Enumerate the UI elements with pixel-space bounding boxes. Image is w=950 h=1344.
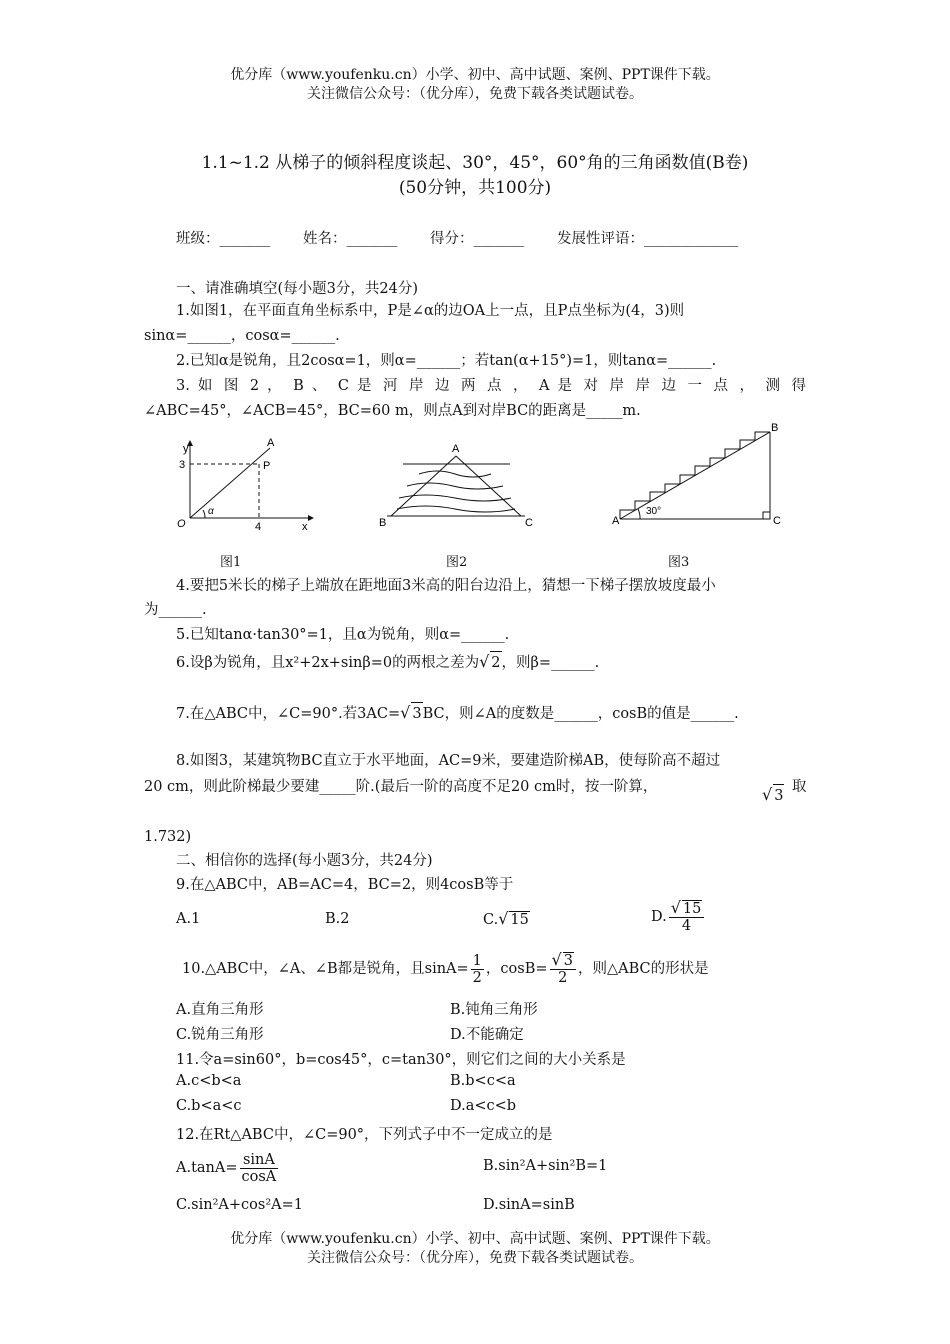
fig2-a-label: A — [452, 443, 460, 455]
q11-option-d: D.a<c<b — [450, 1098, 517, 1114]
fig1-tick-4: 4 — [255, 521, 262, 531]
q11: 11.令a=sin60°，b=cos45°，c=tan30°，则它们之间的大小关系是 — [176, 1052, 626, 1068]
q1-line2: sinα=______，cosα=______. — [144, 328, 340, 344]
q2: 2.已知α是锐角，且2cosα=1，则α=______；若tan(α+15°)=1，则tanα=______. — [176, 353, 717, 369]
q11-option-c: C.b<a<c — [176, 1098, 242, 1114]
footer-line-2: 关注微信公众号：（优分库），免费下载各类试题试卷。 — [307, 1250, 643, 1266]
fig3-a-label: A — [612, 515, 620, 527]
q8-line2: 20 cm，则此阶梯最少要建_____阶.(最后一阶的高度不足20 cm时，按一阶算， √ 3 取 — [144, 776, 810, 798]
figure-1-coordinate-diagram — [175, 436, 315, 531]
q5: 5.已知tanα·tan30°=1，且α为锐角，则α=______. — [176, 627, 510, 643]
q9-option-b: B.2 — [325, 911, 350, 927]
q9-option-d: D. $\frac{√ 15}{4}$ — [651, 900, 706, 934]
fig1-tick-3: 3 — [179, 459, 186, 471]
q9-option-a: A.1 — [176, 911, 201, 927]
figure-1-caption: 图1 — [220, 555, 242, 570]
page-subtitle: (50分钟，共100分) — [398, 178, 552, 198]
q10: 10.△ABC中，∠A、∠B都是锐角，且sinA= $\frac{1}{2}$ ，cosB= $\frac{√ 3}{2}$ ，则△ABC的形状是 — [182, 950, 709, 986]
q9-option-c: C.√ 15 — [483, 909, 529, 928]
q12-option-b: B.sin²A+sin²B=1 — [483, 1158, 608, 1174]
q10-option-c: C.锐角三角形 — [176, 1027, 264, 1043]
fig2-c-label: C — [525, 517, 533, 529]
q8-radicand: 3 — [773, 784, 784, 807]
figure-3-caption: 图3 — [668, 555, 690, 570]
q11-option-a: A.c<b<a — [176, 1073, 242, 1089]
q8-line1: 8.如图3，某建筑物BC直立于水平地面，AC=9米，要建造阶梯AB，使每阶高不超过 — [176, 753, 721, 769]
section2-heading: 二、相信你的选择(每小题3分，共24分) — [176, 853, 433, 869]
comment-field: 发展性评语：_____________ — [557, 231, 739, 247]
footer-line-1: 优分库（www.youfenku.cn）小学、初中、高中试题、案例、PPT课件下载。 — [230, 1231, 720, 1247]
figure-3-staircase-diagram — [608, 420, 788, 532]
q10-option-b: B.钝角三角形 — [450, 1002, 538, 1018]
fig2-b-label: B — [379, 517, 387, 529]
q3-line2: ∠ABC=45°，∠ACB=45°，BC=60 m，则点A到对岸BC的距离是_____m. — [144, 403, 641, 419]
q9: 9.在△ABC中，AB=AC=4，BC=2，则4cosB等于 — [176, 877, 514, 893]
q8-line3: 1.732) — [144, 829, 192, 845]
fig1-alpha-label: α — [208, 506, 214, 517]
header-line-2: 关注微信公众号：（优分库），免费下载各类试题试卷。 — [307, 86, 643, 102]
q12-option-a: A.tanA= $\frac{\sin A}{\cos A}$ — [176, 1151, 277, 1185]
q7-radicand: 3 — [411, 702, 422, 725]
q3-line1: 3. 如 图 2 ， B 、 C 是 河 岸 边 两 点 ， A 是 对 岸 岸 边 一 点 ， 测 得 — [176, 378, 806, 394]
q4-line2: 为______. — [144, 602, 207, 618]
figure-2-river-diagram — [375, 438, 540, 530]
section1-heading: 一、请准确填空(每小题3分，共24分) — [176, 281, 418, 297]
fig1-p-label: P — [263, 460, 271, 472]
fig3-b-label: B — [771, 422, 779, 434]
fig1-x-label: x — [302, 521, 308, 531]
page-title: 1.1~1.2 从梯子的倾斜程度谈起、30°，45°，60°角的三角函数值(B卷) — [201, 153, 749, 173]
q12-option-c: C.sin²A+cos²A=1 — [176, 1197, 303, 1213]
score-field: 得分：_______ — [430, 231, 525, 247]
q6: 6.设β为锐角，且x²+2x+sinβ=0的两根之差为√ 2，则β=______. — [176, 651, 810, 674]
q12: 12.在Rt△ABC中，∠C=90°，下列式子中不一定成立的是 — [176, 1127, 553, 1143]
fig1-y-label: y — [183, 443, 189, 455]
q1-line1: 1.如图1，在平面直角坐标系中，P是∠α的边OA上一点，且P点坐标为(4，3)则 — [176, 303, 685, 319]
fig1-a-label: A — [267, 437, 275, 449]
q4-line1: 4.要把5米长的梯子上端放在距地面3米高的阳台边沿上，猜想一下梯子摆放坡度最小 — [176, 578, 716, 594]
q10-option-a: A.直角三角形 — [176, 1002, 264, 1018]
q12-option-d: D.sinA=sinB — [483, 1197, 575, 1213]
header-line-1: 优分库（www.youfenku.cn）小学、初中、高中试题、案例、PPT课件下载。 — [230, 67, 720, 83]
q6-radicand: 2 — [490, 651, 501, 674]
q10-option-d: D.不能确定 — [450, 1027, 524, 1043]
class-field: 班级：_______ — [176, 231, 271, 247]
fig3-c-label: C — [773, 515, 781, 527]
fig3-angle-label: 30° — [646, 506, 662, 517]
q11-option-b: B.b<c<a — [450, 1073, 516, 1089]
q7: 7.在△ABC中，∠C=90°.若3AC=√ 3BC，则∠A的度数是______，cosB的值是______. — [176, 702, 810, 725]
fig1-o-label: O — [177, 518, 186, 530]
figure-2-caption: 图2 — [446, 555, 468, 570]
name-field: 姓名：_______ — [303, 231, 398, 247]
